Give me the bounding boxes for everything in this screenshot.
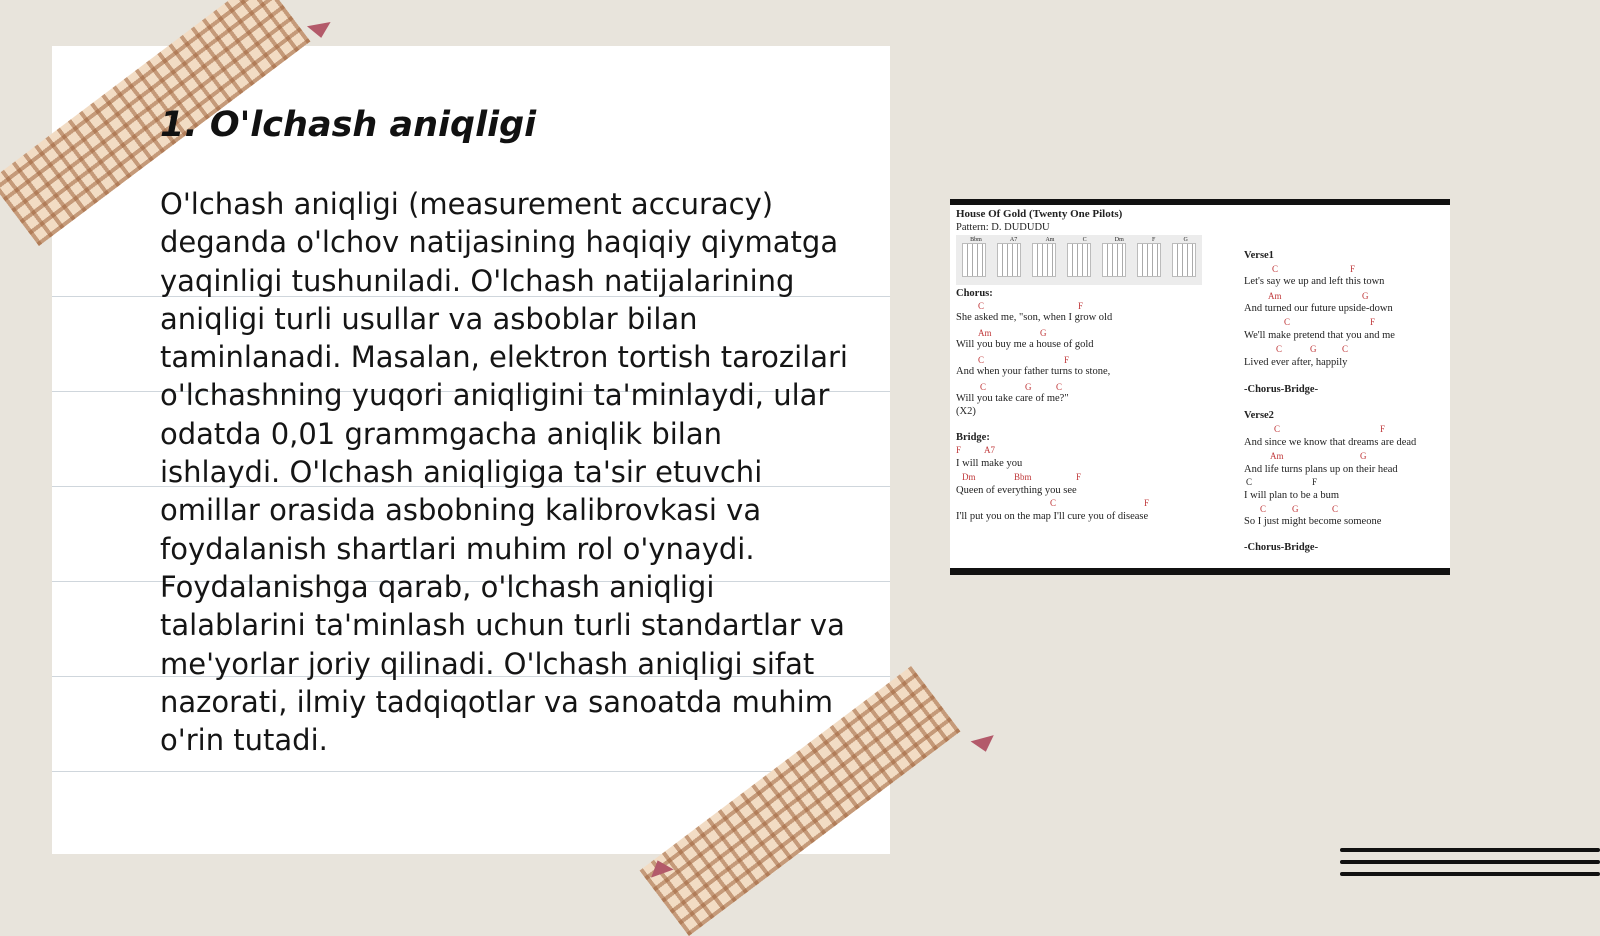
chord-mark: F [1380,424,1386,434]
decorative-lines [1340,848,1600,884]
chord-diagram [1032,243,1056,277]
chord-sheet-image [950,199,1450,575]
chord-mark: F [1370,317,1376,327]
bridge-line: Queen of everything you see [956,485,1077,496]
chord-diagram [1102,243,1126,277]
diagram-label: A7 [1009,237,1018,243]
pin-decoration [307,22,333,40]
chord-mark: C [1272,264,1279,274]
verse1-line: We'll make pretend that you and me [1244,330,1395,341]
chord-mark: C [1274,424,1281,434]
decorative-line [1340,872,1600,876]
slide-title: 1. O'lchash aniqligi [160,105,537,145]
diagram-label: C [1082,237,1087,243]
bridge-label: Bridge: [956,432,990,443]
chord-mark: Bbm [1014,472,1032,482]
chord-mark: F [1076,472,1082,482]
chord-mark: G [1310,344,1317,354]
verse2-label: Verse2 [1244,410,1274,421]
chord-mark: C [1050,498,1057,508]
diagram-label: Dm [1114,237,1124,243]
chorus-bridge-note: -Chorus-Bridge- [1244,384,1319,395]
verse1-line: Let's say we up and left this town [1244,276,1385,287]
chord-mark: Am [1270,451,1284,461]
chord-diagram [962,243,986,277]
paper-rule [52,771,890,772]
verse1-label: Verse1 [1244,250,1274,261]
slide-body-text: O'lchash aniqligi (measurement accuracy) deganda o'lchov natijasining haqiqiy qiymatga yaqinligi tushuniladi. O'lchash natijalarining aniqligi turli usullar va asboblar bilan taminlanadi. Masalan, elektron tortish tarozilari o'lchashning yuqori aniqligini ta'minlaydi, ular odatda 0,01 grammgacha aniqlik bilan ishlaydi. O'lchash aniqligiga ta'sir etuvchi omillar orasida asbobning kalibrovkasi va foydalanish shartlari muhim rol o'ynaydi. Foydalanishga qarab, o'lchash aniqligi talablarini ta'minlash uchun turli standartlar va me'yorlar joriy qilinadi. O'lchash aniqligi sifat nazorati, ilmiy tadqiqotlar va sanoatda muhim o'rin tutadi. [160,187,848,758]
chord-mark: C [1246,477,1253,487]
bridge-line: I'll put you on the map I'll cure you of disease [956,511,1149,522]
chord-mark: G [1025,382,1032,392]
bridge-line: I will make you [956,458,1023,469]
verse2-line: So I just might become someone [1244,516,1382,527]
chord-diagram [997,243,1021,277]
diagram-label: G [1183,237,1188,243]
chord-mark: C [1056,382,1063,392]
chord-mark: G [1292,504,1299,514]
verse2-line: And since we know that dreams are dead [1244,437,1417,448]
chord-mark: F [1350,264,1356,274]
diagram-label: F [1151,237,1156,243]
chorus-line: She asked me, "son, when I grow old [956,312,1113,323]
chorus-line: Will you buy me a house of gold [956,339,1094,350]
chord-mark: G [1360,451,1367,461]
verse2-line: And life turns plans up on their head [1244,464,1398,475]
chord-sheet-pattern: Pattern: D. DUDUDU [956,222,1050,233]
chord-mark: Am [1268,291,1282,301]
decorative-line [1340,860,1600,864]
chord-mark: F [1312,477,1318,487]
chord-mark: G [1040,328,1047,338]
chord-mark: C [1342,344,1349,354]
decorative-line [1340,848,1600,852]
chorus-line: Will you take care of me?" [956,393,1069,404]
chorus-bridge-note: -Chorus-Bridge- [1244,542,1319,553]
chord-mark: C [1332,504,1339,514]
chord-mark: F [1144,498,1150,508]
verse1-line: Lived ever after, happily [1244,357,1348,368]
verse1-line: And turned our future upside-down [1244,303,1393,314]
diagram-label: Bbm [970,237,982,243]
chord-diagram [1137,243,1161,277]
chord-mark: A7 [984,445,995,455]
chorus-line: (X2) [956,406,976,417]
chord-mark: F [1064,355,1070,365]
pin-decoration [971,735,998,755]
chord-mark: G [1362,291,1369,301]
chord-mark: C [978,355,985,365]
chorus-label: Chorus: [956,288,993,299]
chord-mark: C [980,382,987,392]
chord-mark: F [1078,301,1084,311]
chord-diagram [1067,243,1091,277]
chord-diagram [1172,243,1196,277]
chord-mark: F [956,445,962,455]
verse2-line: I will plan to be a bum [1244,490,1340,501]
chord-mark: C [1260,504,1267,514]
chord-mark: C [1276,344,1283,354]
chorus-line: And when your father turns to stone, [956,366,1111,377]
chord-mark: Dm [962,472,976,482]
chord-mark: C [978,301,985,311]
chord-mark: Am [978,328,992,338]
chord-sheet-heading: House Of Gold (Twenty One Pilots) [956,208,1123,220]
diagram-label: Am [1045,237,1055,243]
chord-mark: C [1284,317,1291,327]
